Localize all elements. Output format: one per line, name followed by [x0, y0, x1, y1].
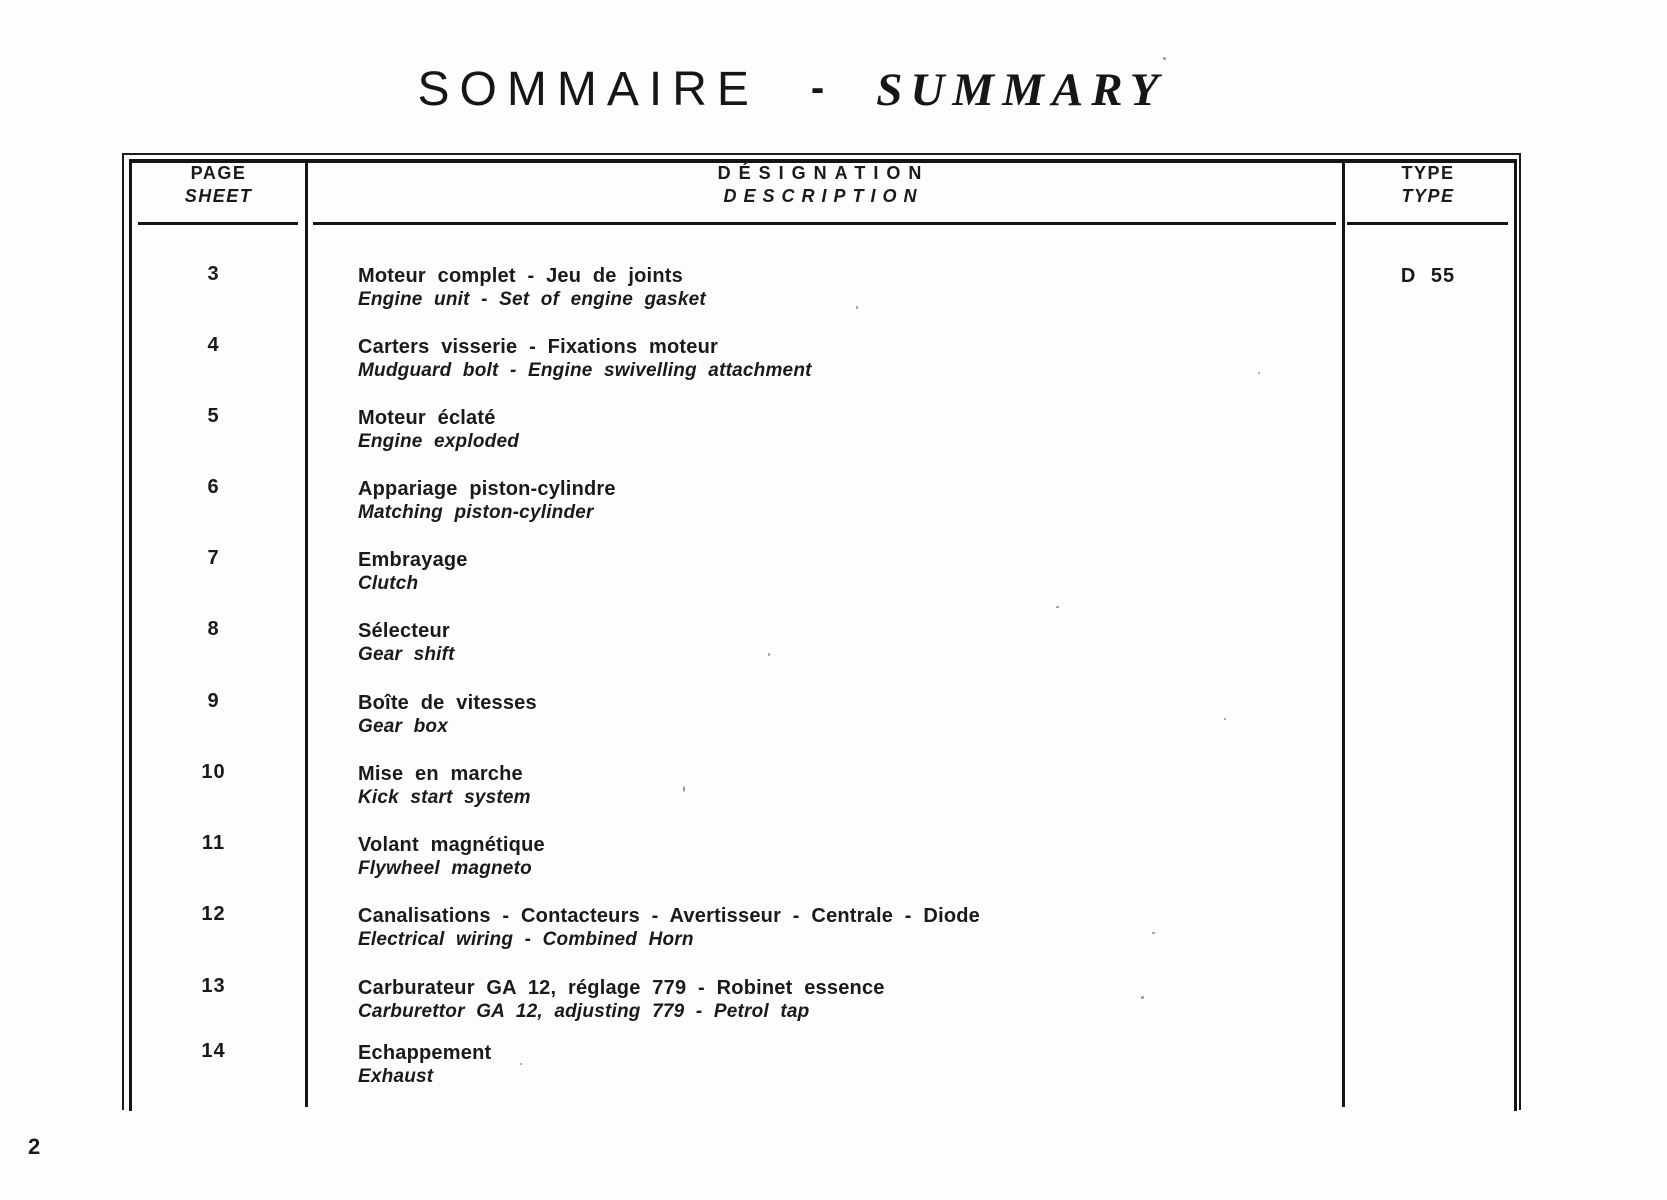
header-cell-page: [132, 162, 305, 208]
toc-row-designation-french: Echappement: [358, 1042, 492, 1064]
scan-speck: [1258, 372, 1260, 374]
header-separator-type-column: [1347, 222, 1508, 225]
toc-row-designation-french: Moteur éclaté: [358, 407, 496, 429]
toc-row-designation-french: Boîte de vitesses: [358, 692, 537, 714]
toc-row-designation-french: Sélecteur: [358, 620, 450, 642]
toc-row-page-number: 8: [207, 618, 220, 640]
toc-row-designation-english: Mudguard bolt - Engine swivelling attachment: [358, 360, 812, 381]
toc-row-designation-french: Canalisations - Contacteurs - Avertisseur - Centrale - Diode: [358, 905, 980, 927]
toc-row-designation-english: Kick start system: [358, 787, 531, 808]
header-cell-type: [1342, 162, 1514, 208]
scan-speck: [683, 786, 685, 792]
toc-row-page-number: 9: [207, 690, 220, 712]
header-type-french: TYPE: [1401, 163, 1455, 183]
toc-row-page-number: 6: [207, 476, 220, 498]
toc-row-designation-french: Carters visserie - Fixations moteur: [358, 336, 719, 358]
toc-row-page-number: 13: [201, 975, 226, 997]
header-page-english: SHEET: [184, 186, 253, 206]
toc-row-designation-english: Engine unit - Set of engine gasket: [358, 289, 706, 310]
toc-row-designation-english: Electrical wiring - Combined Horn: [358, 929, 694, 950]
header-type-english: TYPE: [1401, 186, 1455, 206]
scan-speck: [1141, 996, 1144, 999]
toc-row-page-number: 10: [201, 761, 226, 783]
footer-page-number: 2: [28, 1134, 41, 1159]
toc-row-designation-french: Moteur complet - Jeu de joints: [358, 265, 683, 287]
column-separator-designation-type: [1342, 163, 1345, 1107]
toc-row-designation-english: Carburettor GA 12, adjusting 779 - Petrol tap: [358, 1001, 810, 1022]
toc-row-page-number: 7: [207, 547, 220, 569]
type-value: D 55: [1400, 265, 1456, 287]
toc-row-designation-english: Engine exploded: [358, 431, 520, 452]
toc-row-designation-french: Volant magnétique: [358, 834, 545, 856]
header-page-french: PAGE: [190, 163, 247, 183]
toc-row-designation-english: Matching piston-cylinder: [358, 502, 594, 523]
column-separator-page-designation: [305, 163, 308, 1107]
toc-row-page-number: 11: [201, 832, 226, 854]
toc-row-designation-english: Gear box: [358, 716, 448, 737]
page-title-english: SUMMARY: [876, 64, 1167, 116]
scan-speck: [1163, 57, 1166, 60]
header-separator-designation-column: [313, 222, 1336, 225]
page-title-french: SOMMAIRE: [417, 63, 759, 116]
scan-speck: [1152, 932, 1155, 934]
header-designation-french: DÉSIGNATION: [717, 163, 930, 183]
toc-row-designation-french: Appariage piston-cylindre: [358, 478, 616, 500]
header-separator-page-column: [138, 222, 298, 225]
toc-row-designation-english: Flywheel magneto: [358, 858, 532, 879]
header-cell-designation: [305, 162, 1342, 208]
scan-speck: [768, 653, 770, 656]
toc-row-page-number: 14: [201, 1040, 226, 1062]
toc-row-designation-english: Gear shift: [358, 644, 455, 665]
toc-row-designation-french: Carburateur GA 12, réglage 779 - Robinet essence: [358, 977, 885, 999]
toc-row-designation-english: Exhaust: [358, 1066, 434, 1087]
toc-row-page-number: 4: [207, 334, 220, 356]
toc-row-page-number: 5: [207, 405, 220, 427]
scan-speck: [1224, 718, 1226, 720]
title-separator: -: [810, 66, 825, 110]
toc-row-designation-english: Clutch: [358, 573, 419, 594]
header-designation-english: DESCRIPTION: [723, 186, 924, 206]
toc-row-designation-french: Embrayage: [358, 549, 468, 571]
scan-speck: [520, 1063, 522, 1065]
toc-row-designation-french: Mise en marche: [358, 763, 523, 785]
scan-speck: [1056, 606, 1059, 608]
toc-row-page-number: 3: [207, 263, 220, 285]
scan-speck: [856, 306, 858, 309]
toc-row-page-number: 12: [201, 903, 226, 925]
page-title: [0, 62, 1584, 117]
